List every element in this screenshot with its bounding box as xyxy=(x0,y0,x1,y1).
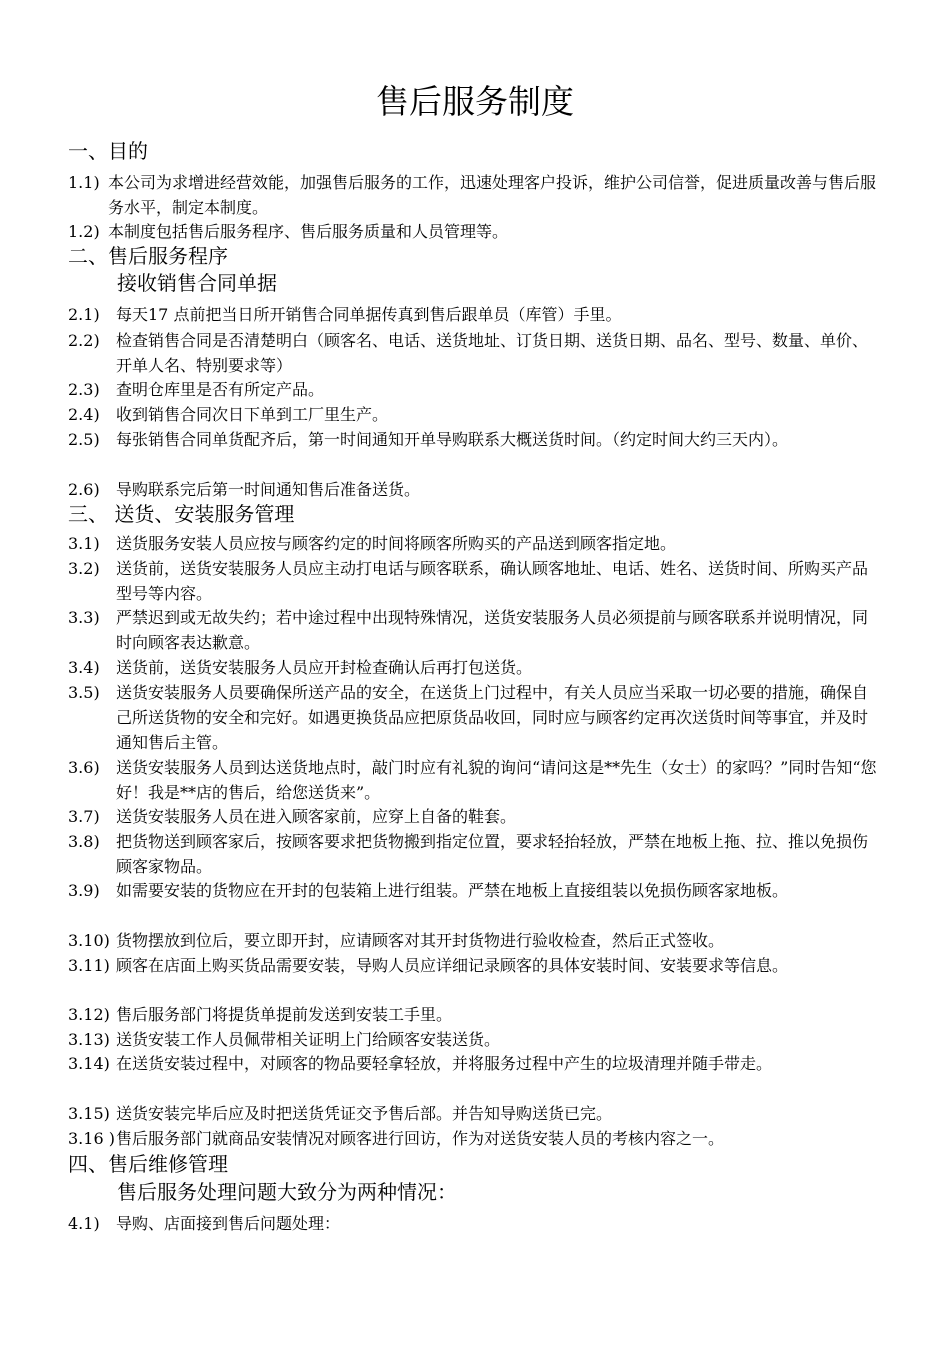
list-item xyxy=(68,531,880,556)
list-item xyxy=(68,605,880,655)
list-item xyxy=(68,377,880,402)
item-text: 售后服务部门就商品安装情况对顾客进行回访，作为对送货安装人员的考核内容之一。 xyxy=(116,1129,725,1148)
section-heading-repair: 四、售后维修管理 xyxy=(68,1152,228,1176)
item-text: 如需要安装的货物应在开封的包装箱上进行组装。严禁在地板上直接组装以免损伤顾客家地板。 xyxy=(116,881,789,900)
list-item xyxy=(68,1211,880,1236)
item-text: 送货安装工作人员佩带相关证明上门给顾客安装送货。 xyxy=(116,1030,501,1049)
list-item xyxy=(68,402,880,427)
list-item xyxy=(68,953,880,978)
item-number: 3.10) xyxy=(68,931,110,950)
section-heading-purpose: 一、目的 xyxy=(68,139,148,163)
subsection-heading: 售后服务处理问题大致分为两种情况： xyxy=(117,1180,457,1204)
list-item xyxy=(68,427,880,452)
item-number: 3.15) xyxy=(68,1104,110,1123)
list-item xyxy=(68,1126,880,1151)
item-number: 2.2) xyxy=(68,331,100,350)
document-title: 售后服务制度 xyxy=(376,82,574,121)
item-text: 本公司为求增进经营效能，加强售后服务的工作，迅速处理客户投诉，维护公司信誉，促进质量改善与售后服务水平，制定本制度。 xyxy=(108,173,877,217)
item-text: 检查销售合同是否清楚明白（顾客名、电话、送货地址、订货日期、送货日期、品名、型号、数量、单价、开单人名、特别要求等） xyxy=(116,331,869,375)
item-number: 4.1) xyxy=(68,1214,100,1233)
list-item xyxy=(68,1027,880,1052)
item-text: 把货物送到顾客家后，按顾客要求把货物搬到指定位置，要求轻抬轻放，严禁在地板上拖、拉、推以免损伤顾客家物品。 xyxy=(116,832,869,876)
item-number: 2.5) xyxy=(68,430,100,449)
item-text: 送货服务安装人员应按与顾客约定的时间将顾客所购买的产品送到顾客指定地。 xyxy=(116,534,677,553)
list-item xyxy=(68,556,880,606)
item-text: 严禁迟到或无故失约；若中途过程中出现特殊情况，送货安装服务人员必须提前与顾客联系并说明情况，同时向顾客表达歉意。 xyxy=(116,608,869,652)
item-number: 2.4) xyxy=(68,405,100,424)
item-number: 3.4) xyxy=(68,658,100,677)
list-item xyxy=(68,878,880,903)
list-item xyxy=(68,829,880,879)
list-item xyxy=(68,755,880,805)
item-text: 顾客在店面上购买货品需要安装，导购人员应详细记录顾客的具体安装时间、安装要求等信息。 xyxy=(116,956,789,975)
item-text: 导购联系完后第一时间通知售后准备送货。 xyxy=(116,480,421,499)
list-item xyxy=(68,928,880,953)
item-text: 售后服务部门将提货单提前发送到安装工手里。 xyxy=(116,1005,453,1024)
item-number: 3.1) xyxy=(68,534,100,553)
section-heading-procedure: 二、售后服务程序 xyxy=(68,244,228,268)
item-number: 3.7) xyxy=(68,807,100,826)
item-text: 送货前，送货安装服务人员应主动打电话与顾客联系，确认顾客地址、电话、姓名、送货时间、所购买产品型号等内容。 xyxy=(116,559,869,603)
item-number: 3.3) xyxy=(68,608,100,627)
list-item xyxy=(68,477,880,502)
list-item xyxy=(68,1002,880,1027)
subsection-heading: 接收销售合同单据 xyxy=(117,271,277,295)
item-text: 本制度包括售后服务程序、售后服务质量和人员管理等。 xyxy=(108,222,509,241)
item-text: 送货安装服务人员到达送货地点时，敲门时应有礼貌的询问“请问这是**先生（女士）的家吗？”同时告知“您好！我是**店的售后，给您送货来”。 xyxy=(116,758,877,802)
item-text: 每天17 点前把当日所开销售合同单据传真到售后跟单员（库管）手里。 xyxy=(116,305,622,324)
item-text: 查明仓库里是否有所定产品。 xyxy=(116,380,325,399)
item-text: 送货安装完毕后应及时把送货凭证交予售后部。并告知导购送货已完。 xyxy=(116,1104,613,1123)
item-text: 送货安装服务人员在进入顾客家前，应穿上自备的鞋套。 xyxy=(116,807,517,826)
list-item xyxy=(68,655,880,680)
item-text: 送货前，送货安装服务人员应开封检查确认后再打包送货。 xyxy=(116,658,533,677)
item-text: 在送货安装过程中，对顾客的物品要轻拿轻放，并将服务过程中产生的垃圾清理并随手带走。 xyxy=(116,1054,773,1073)
item-number: 3.16 ) xyxy=(68,1129,115,1148)
list-item xyxy=(68,219,880,244)
item-text: 收到销售合同次日下单到工厂里生产。 xyxy=(116,405,389,424)
item-number: 2.1) xyxy=(68,305,100,324)
list-item xyxy=(68,1051,880,1076)
item-number: 3.9) xyxy=(68,881,100,900)
section-heading-delivery: 三、 送货、安装服务管理 xyxy=(68,502,295,526)
item-number: 3.11) xyxy=(68,956,110,975)
item-number: 3.14) xyxy=(68,1054,110,1073)
item-text: 每张销售合同单货配齐后，第一时间通知开单导购联系大概送货时间。（约定时间大约三天内）。 xyxy=(116,430,789,449)
item-text: 送货安装服务人员要确保所送产品的安全，在送货上门过程中，有关人员应当采取一切必要的措施，确保自己所送货物的安全和完好。如遇更换货品应把原货品收回，同时应与顾客约定再次送货时间等事宜，并及时通知售后主管。 xyxy=(116,683,869,752)
item-number: 3.5) xyxy=(68,683,100,702)
item-number: 2.6) xyxy=(68,480,100,499)
item-number: 3.13) xyxy=(68,1030,110,1049)
list-item xyxy=(68,170,880,220)
item-number: 3.12) xyxy=(68,1005,110,1024)
list-item xyxy=(68,804,880,829)
item-number: 3.8) xyxy=(68,832,100,851)
list-item xyxy=(68,328,880,378)
item-text: 导购、店面接到售后问题处理： xyxy=(116,1214,341,1233)
list-item xyxy=(68,302,880,327)
item-number: 2.3) xyxy=(68,380,100,399)
item-number: 1.1) xyxy=(68,173,100,192)
item-number: 3.2) xyxy=(68,559,100,578)
item-text: 货物摆放到位后，要立即开封，应请顾客对其开封货物进行验收检查，然后正式签收。 xyxy=(116,931,725,950)
list-item xyxy=(68,680,880,755)
list-item xyxy=(68,1101,880,1126)
item-number: 1.2) xyxy=(68,222,100,241)
item-number: 3.6) xyxy=(68,758,100,777)
